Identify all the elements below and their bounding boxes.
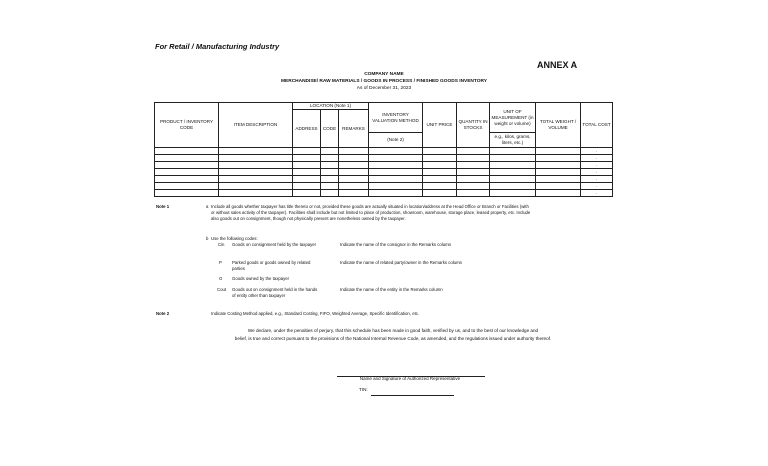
code-label: O	[219, 276, 223, 281]
total-cost-cell: -	[581, 155, 613, 162]
col-header-address: ADDRESS	[293, 110, 321, 148]
company-name: COMPANY NAME	[364, 72, 404, 77]
col-header-unit-price: UNIT PRICE	[423, 103, 457, 148]
col-header-total-weight: TOTAL WEIGHT / VOLUME	[536, 103, 581, 148]
annex-title: ANNEX A	[537, 60, 578, 70]
declaration	[200, 327, 586, 343]
col-header-item-description: ITEM DESCRIPTION	[219, 103, 293, 148]
col-header-product-code: PRODUCT / INVENTORY CODE	[155, 103, 219, 148]
code-description: Goods owned by the taxpayer	[232, 276, 290, 281]
code-label: Cin	[218, 242, 225, 247]
code-instruction: Indicate the name of the consignor in the Remarks column	[340, 242, 452, 247]
col-header-uom-examples: e.g., kilos, grams, liters, etc.)	[490, 133, 536, 148]
table-row	[155, 190, 613, 197]
code-instruction: Indicate the name of the entity in the Remarks column	[340, 287, 443, 292]
code-description: Parked goods or goods owned by related parties	[232, 260, 311, 271]
tin-line	[371, 395, 454, 396]
col-header-valuation-note: (Note 2)	[369, 133, 423, 148]
total-cost-cell: -	[581, 183, 613, 190]
total-cost-cell: -	[581, 162, 613, 169]
table-row	[155, 176, 613, 183]
table-row	[155, 169, 613, 176]
table-row	[155, 162, 613, 169]
total-cost-cell: -	[581, 148, 613, 155]
note2-label: Note 2	[156, 311, 170, 316]
col-header-remarks: REMARKS	[339, 110, 369, 148]
tin-label: TIN:	[359, 387, 368, 392]
table-row	[155, 155, 613, 162]
note1-b-marker: b	[206, 236, 209, 241]
declaration-line: We declare, under the penalties of perjury, that this schedule has been made in good faith, verified by us, and to the best of our knowledge and	[247, 328, 539, 333]
col-header-valuation-method: INVENTORY VALUATION METHOD	[369, 103, 423, 133]
industry-label: For Retail / Manufacturing Industry	[155, 42, 280, 51]
note1-label: Note 1	[156, 204, 170, 209]
col-header-code: CODE	[321, 110, 339, 148]
schedule-title: MERCHANDISE/ RAW MATERIALS / GOODS IN PROCESS / FINISHED GOODS INVENTORY	[281, 79, 487, 84]
note1-b-text: Use the following codes:	[211, 236, 258, 241]
code-instruction: Indicate the name of related party/owner in the Remarks column	[340, 260, 463, 265]
table-row	[155, 183, 613, 190]
col-header-location: LOCATION (Note 1)	[293, 103, 369, 110]
signature-label: Name and Signature of Authorized Representative	[359, 376, 461, 381]
declaration-line: belief, is true and correct pursuant to the provisions of the National Internal Revenue Code, as amended, and the regulations issued under authority thereof.	[234, 336, 552, 341]
code-label: P	[219, 260, 222, 265]
col-header-uom: UNIT OF MEASUREMENT (in weight or volume)	[490, 103, 536, 133]
table-row	[155, 148, 613, 155]
total-cost-cell: -	[581, 176, 613, 183]
note1-a-text: Include all goods whether taxpayer has title thereto or not, provided these goods are actually situated in location/address at the Head Office or Branch or Facilities (with or without sales activity of the taxpayer). Facilities shall include but not limited to place of production, showroom, warehouse, storage place, leased property, etc. Include also goods out on consignment, though not physically present are nonetheless owned by the taxpayer.	[211, 204, 531, 221]
as-of-date: As of December 31, 2023	[356, 86, 412, 91]
inventory-table	[154, 102, 613, 197]
note1-a-marker: a	[206, 204, 209, 209]
total-cost-cell: -	[581, 169, 613, 176]
col-header-quantity: QUANTITY IN STOCKS	[457, 103, 490, 148]
col-header-total-cost: TOTAL COST	[581, 103, 613, 148]
code-label: Cout	[217, 287, 227, 292]
note2-text: Indicate Costing Method applied, e.g., Standard Costing, FIFO, Weighted Average, Specific Identification, etc.	[211, 311, 420, 316]
code-description: Goods on consignment held by the taxpayer	[232, 242, 317, 247]
code-description: Goods out on consignment held in the hands of entity other than taxpayer	[232, 287, 318, 298]
total-cost-cell: -	[581, 190, 613, 197]
